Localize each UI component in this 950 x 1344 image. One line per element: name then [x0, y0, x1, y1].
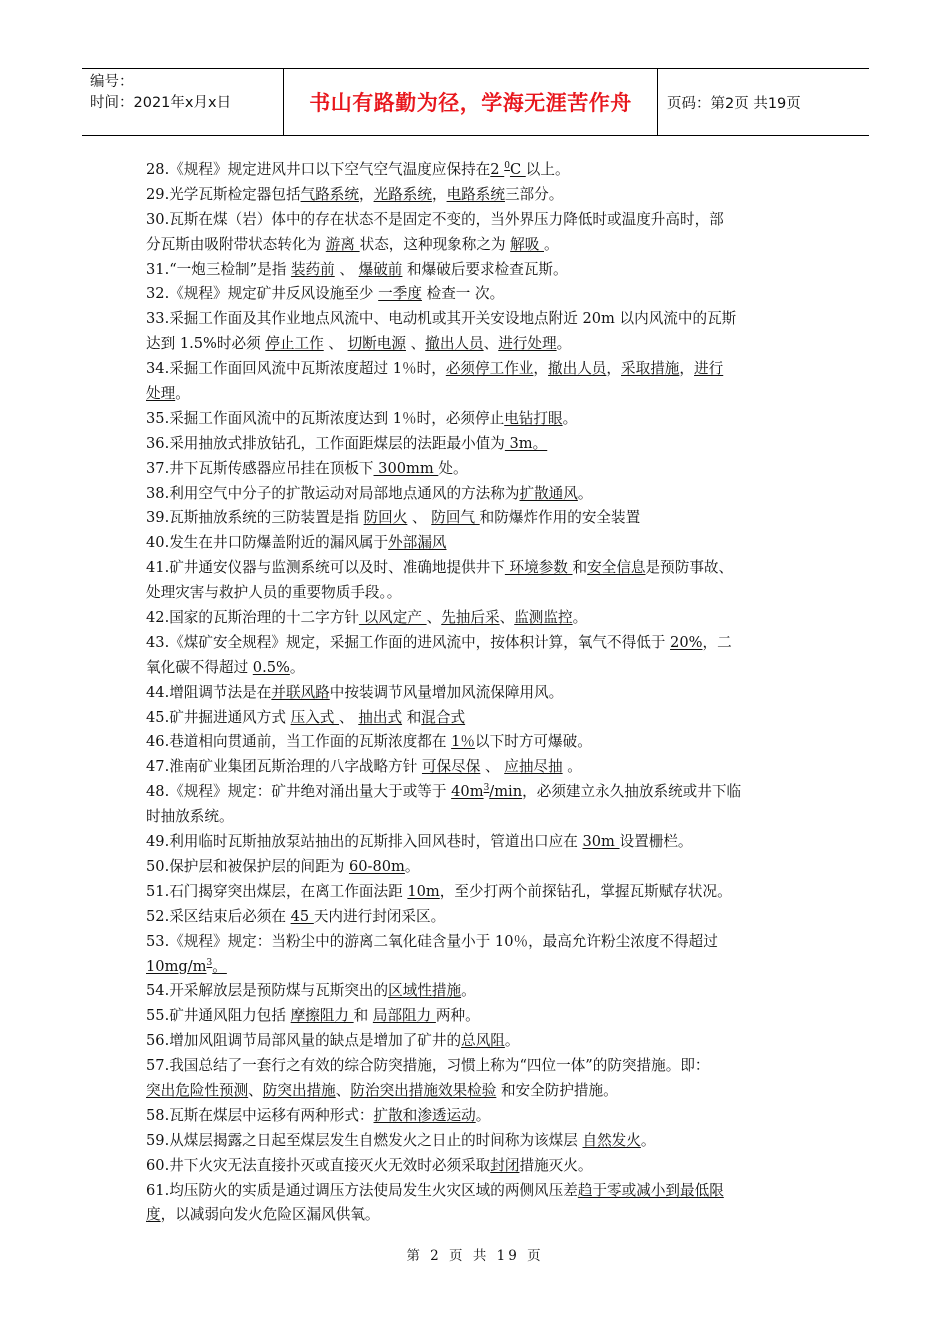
text-segment: 37.井下瓦斯传感器应吊挂在顶板下	[146, 459, 374, 477]
text-segment: ，	[358, 185, 374, 203]
text-segment: 处。	[438, 459, 468, 477]
text-segment: 。	[404, 857, 420, 875]
text-segment: 35.采掘工作面风流中的瓦斯浓度达到 1％时，必须停止	[146, 409, 505, 427]
answer-fill: 处理	[146, 385, 176, 403]
text-segment: 分瓦斯由吸附带状态转化为	[146, 235, 326, 253]
header-meta	[82, 69, 284, 135]
text-segment: 57.我国总结了一套行之有效的综合防突措施，习惯上称为“四位一体”的防突措施。即：	[146, 1057, 710, 1075]
text-segment: 56.增加风阻调节局部风量的缺点是增加了矿井的	[146, 1032, 462, 1050]
header-motto: 书山有路勤为径，学海无涯苦作舟	[284, 69, 658, 135]
text-segment: 。	[504, 1032, 520, 1050]
answer-fill: 防治突出措施效果检验	[350, 1081, 497, 1099]
text-segment: 两种。	[435, 1007, 480, 1025]
answer-fill: 应抽尽抽	[504, 758, 563, 776]
text-segment: 、	[405, 335, 426, 353]
text-line	[146, 606, 814, 631]
text-segment: 三部分。	[504, 185, 564, 203]
text-line	[146, 357, 814, 382]
text-segment: 41.矿井通安仪器与监测系统可以及时、准确地提供井下	[146, 559, 505, 577]
answer-fill: 必须停工作业	[445, 360, 534, 378]
text-segment: 32.《规程》规定矿井反风设施至少	[146, 285, 379, 303]
text-segment: 氧化碳不得超过	[146, 658, 253, 676]
answer-fill: 安全信息	[587, 559, 646, 577]
text-segment: 51.石门揭穿突出煤层，在离工作面法距	[146, 882, 408, 900]
answer-fill: 防回气	[431, 509, 480, 527]
text-line	[146, 755, 814, 780]
answer-fill: 切断电源	[347, 335, 406, 353]
text-line	[146, 780, 814, 805]
answer-fill: 2	[490, 161, 505, 178]
text-segment: 59.从煤层揭露之日起至煤层发生自燃发火之日止的时间称为该煤层	[146, 1131, 583, 1149]
text-segment: 、	[483, 335, 499, 353]
answer-fill: 3m。	[504, 434, 548, 452]
text-line	[146, 656, 814, 681]
text-line	[146, 1054, 814, 1079]
text-segment: 天内进行封闭采区。	[313, 907, 446, 925]
answer-fill: 环境参数	[504, 559, 573, 577]
text-segment: 61.均压防火的实质是通过调压方法使局发生火灾区域的两侧风压差	[146, 1181, 578, 1199]
text-line	[146, 432, 814, 457]
document-time-label: 时间：2021年x月x日	[90, 95, 232, 111]
text-line	[146, 1203, 814, 1228]
answer-fill: 并联风路	[271, 683, 330, 701]
text-line	[146, 208, 814, 233]
answer-fill: 。	[212, 957, 227, 975]
answer-fill: 进行	[694, 360, 724, 378]
text-segment: 33.采掘工作面及其作业地点风流中、电动机或其开关安设地点附近 20m 以内风流中的瓦斯	[146, 310, 737, 328]
text-line	[146, 681, 814, 706]
page-header	[82, 68, 869, 136]
answer-fill: 采取措施	[621, 360, 680, 378]
text-segment: 。	[577, 484, 593, 502]
text-line	[146, 258, 814, 283]
text-segment: ，必须建立永久抽放系统或井下临	[522, 783, 742, 801]
text-segment: 设置栅栏。	[619, 833, 693, 851]
text-segment: 和防爆炸作用的安全装置	[479, 509, 641, 527]
answer-fill: 解吸	[510, 235, 544, 253]
text-segment: 。	[572, 609, 588, 627]
text-segment: 。	[544, 235, 559, 253]
text-segment: 。	[556, 335, 572, 353]
answer-fill: 趋于零或减小到最低限	[577, 1181, 724, 1199]
document-number-label: 编号：	[90, 74, 134, 90]
text-line	[146, 407, 814, 432]
text-segment: 和安全防护措施。	[496, 1081, 618, 1099]
answer-fill: 爆破前	[358, 260, 403, 278]
text-line	[146, 1004, 814, 1029]
text-line	[146, 730, 814, 755]
text-line	[146, 1154, 814, 1179]
text-line	[146, 531, 814, 556]
text-segment: 处理灾害与救护人员的重要物质手段。。	[146, 584, 402, 602]
text-segment: 38.利用空气中分子的扩散运动对局部地点通风的方法称为	[146, 484, 520, 502]
text-segment: 和	[353, 1007, 373, 1025]
answer-fill: 10m	[407, 882, 440, 900]
answer-fill: 混合式	[421, 708, 466, 726]
text-segment: 、	[323, 335, 348, 353]
text-segment: 。	[562, 758, 582, 776]
text-line	[146, 556, 814, 581]
text-segment: 、	[334, 260, 359, 278]
text-segment: 29.光学瓦斯检定器包括	[146, 185, 301, 203]
text-segment: 30.瓦斯在煤（岩）体中的存在状态不是固定不变的，当外界压力降低时或温度升高时，部	[146, 210, 724, 228]
answer-fill: 气路系统	[300, 185, 359, 203]
answer-fill: 压入式	[290, 708, 340, 726]
answer-fill: 3	[483, 783, 490, 794]
text-segment: 、	[339, 708, 359, 726]
text-line	[146, 457, 814, 482]
answer-fill: 摩擦阻力	[290, 1007, 354, 1025]
text-segment: 是预防事故、	[645, 559, 734, 577]
answer-fill: 电钻打眼	[504, 409, 563, 427]
text-segment: ，至少打两个前探钻孔，掌握瓦斯赋存状况。	[439, 882, 732, 900]
text-segment: ，	[533, 360, 549, 378]
text-segment: 、	[480, 758, 505, 776]
text-line	[146, 1079, 814, 1104]
answer-fill: 一季度	[378, 285, 422, 303]
answer-fill: 电路系统	[446, 185, 505, 203]
text-segment: 和爆破后要求检查瓦斯。	[402, 260, 568, 278]
text-segment: 39.瓦斯抽放系统的三防装置是指	[146, 509, 364, 527]
text-segment: 28.《规程》规定进风井口以下空气空气温度应保持在	[146, 161, 491, 178]
text-line	[146, 332, 814, 357]
answer-fill: 监测监控	[514, 609, 573, 627]
text-segment: 。	[461, 982, 476, 1000]
answer-fill: 3	[206, 957, 213, 968]
text-line	[146, 382, 814, 407]
text-segment: ，	[431, 185, 447, 203]
answer-fill: 进行处理	[498, 335, 557, 353]
text-segment: 和	[402, 708, 422, 726]
answer-fill: 封闭	[490, 1156, 520, 1174]
text-segment: 50.保护层和被保护层的间距为	[146, 857, 349, 875]
text-line	[146, 855, 814, 880]
text-line	[146, 482, 814, 507]
text-segment: 43.《煤矿安全规程》规定，采掘工作面的进风流中，按体积计算，氧气不得低于	[146, 633, 671, 651]
text-segment: 。	[289, 658, 305, 676]
answer-fill: 防突出措施	[262, 1081, 336, 1099]
text-line	[146, 307, 814, 332]
answer-fill: 以风定产	[358, 609, 427, 627]
text-segment: 49.利用临时瓦斯抽放泵站抽出的瓦斯排入回风巷时，管道出口应在	[146, 833, 583, 851]
answer-fill: 光路系统	[373, 185, 432, 203]
text-segment: 34.采掘工作面回风流中瓦斯浓度超过 1％时，	[146, 360, 446, 378]
answer-fill: 20%	[670, 633, 703, 651]
answer-fill: 局部阻力	[372, 1007, 436, 1025]
answer-fill: 扩散和渗透运动	[373, 1106, 476, 1124]
text-segment: 时抽放系统。	[146, 808, 234, 826]
text-segment: 状态，这种现象称之为	[359, 235, 511, 253]
text-segment: 45.矿井掘进通风方式	[146, 708, 291, 726]
text-segment: 和	[572, 559, 588, 577]
answer-fill: 游离	[325, 235, 360, 253]
text-segment: ，二	[702, 633, 732, 651]
text-segment: 48.《规程》规定：矿井绝对涌出量大于或等于	[146, 783, 452, 801]
answer-fill: 300mm	[373, 459, 439, 477]
answer-fill: 区域性措施	[388, 982, 462, 1000]
text-line	[146, 631, 814, 656]
header-page-label: 页码：第2页 共19页	[667, 95, 801, 112]
page-footer: 第 2 页 共 19 页	[406, 1248, 544, 1264]
text-segment: ，以减弱向发火危险区漏风供氧。	[160, 1206, 380, 1224]
text-segment: 58.瓦斯在煤层中运移有两种形式：	[146, 1106, 374, 1124]
answer-fill: /min	[489, 783, 523, 801]
text-line	[146, 905, 814, 930]
text-segment: 。	[562, 409, 578, 427]
answer-fill: 40m	[451, 783, 484, 801]
answer-fill: 0	[504, 161, 510, 172]
answer-fill: 装药前	[290, 260, 335, 278]
answer-fill: 外部漏风	[388, 534, 447, 552]
answer-fill: 撤出人员	[548, 360, 607, 378]
text-segment: 52.采区结束后必须在	[146, 907, 291, 925]
text-line	[146, 581, 814, 606]
question-list	[146, 158, 814, 1228]
text-segment: 55.矿井通风阻力包括	[146, 1007, 291, 1025]
answer-fill: C	[509, 161, 526, 178]
text-segment: 以上。	[525, 161, 570, 178]
text-line	[146, 805, 814, 830]
text-segment: 44.增阻调节法是在	[146, 683, 272, 701]
answer-fill: 停止工作	[265, 335, 324, 353]
answer-fill: 先抽后采	[441, 609, 500, 627]
text-segment: 40.发生在井口防爆盖附近的漏风属于	[146, 534, 389, 552]
answer-fill: 可保尽保	[421, 758, 481, 776]
text-line	[146, 1104, 814, 1129]
text-segment: 、	[426, 609, 442, 627]
answer-fill: 10mg/m	[146, 957, 207, 975]
text-segment: ，	[679, 360, 695, 378]
text-segment: 检查一 次。	[421, 285, 505, 303]
text-line	[146, 282, 814, 307]
text-segment: 60.井下火灾无法直接扑灭或直接灭火无效时必须采取	[146, 1156, 491, 1174]
answer-fill: 60-80m	[348, 857, 405, 875]
answer-fill: 总风阻	[461, 1032, 505, 1050]
text-segment: 47.淮南矿业集团瓦斯治理的八字战略方针	[146, 758, 422, 776]
text-segment: ，	[606, 360, 622, 378]
text-segment: 。	[175, 385, 190, 403]
answer-fill: 撤出人员	[425, 335, 484, 353]
text-line	[146, 183, 814, 208]
text-segment: 达到 1.5%时必须	[146, 335, 266, 353]
text-segment: 、	[335, 1081, 351, 1099]
text-line	[146, 158, 814, 183]
answer-fill: 45	[290, 907, 314, 925]
text-segment: 54.开采解放层是预防煤与瓦斯突出的	[146, 982, 389, 1000]
text-segment: 36.采用抽放式排放钻孔，工作面距煤层的法距最小值为	[146, 434, 505, 452]
text-line	[146, 1129, 814, 1154]
text-segment: 42.国家的瓦斯治理的十二字方针	[146, 609, 359, 627]
text-segment: 。	[475, 1106, 491, 1124]
text-segment: 31.“一炮三检制”是指	[146, 260, 291, 278]
answer-fill: 30m	[582, 833, 620, 851]
text-line	[146, 880, 814, 905]
text-segment: 。	[640, 1131, 656, 1149]
answer-fill: 1％	[451, 733, 476, 751]
text-line	[146, 955, 814, 980]
text-line	[146, 1029, 814, 1054]
answer-fill: 防回火	[363, 509, 408, 527]
answer-fill: 度	[146, 1206, 161, 1224]
text-line	[146, 930, 814, 955]
answer-fill: 突出危险性预测	[146, 1081, 249, 1099]
answer-fill: 扩散通风	[519, 484, 578, 502]
answer-fill: 抽出式	[358, 708, 403, 726]
text-segment: 、	[407, 509, 432, 527]
text-segment: 中按装调节风量增加风流保障用风。	[329, 683, 564, 701]
text-line	[146, 506, 814, 531]
text-segment: 46.巷道相向贯通前，当工作面的瓦斯浓度都在	[146, 733, 452, 751]
text-segment: 、	[248, 1081, 263, 1099]
text-segment: 以下时方可爆破。	[475, 733, 592, 751]
text-line	[146, 1179, 814, 1204]
text-line	[146, 830, 814, 855]
text-segment: 措施灭火。	[519, 1156, 593, 1174]
text-line	[146, 706, 814, 731]
answer-fill: 0.5%	[252, 658, 290, 676]
answer-fill: 自然发火	[582, 1131, 641, 1149]
text-line	[146, 233, 814, 258]
text-line	[146, 979, 814, 1004]
text-segment: 、	[499, 609, 515, 627]
text-segment: 53.《规程》规定：当粉尘中的游离二氧化硅含量小于 10％，最高允许粉尘浓度不得超过	[146, 932, 718, 950]
